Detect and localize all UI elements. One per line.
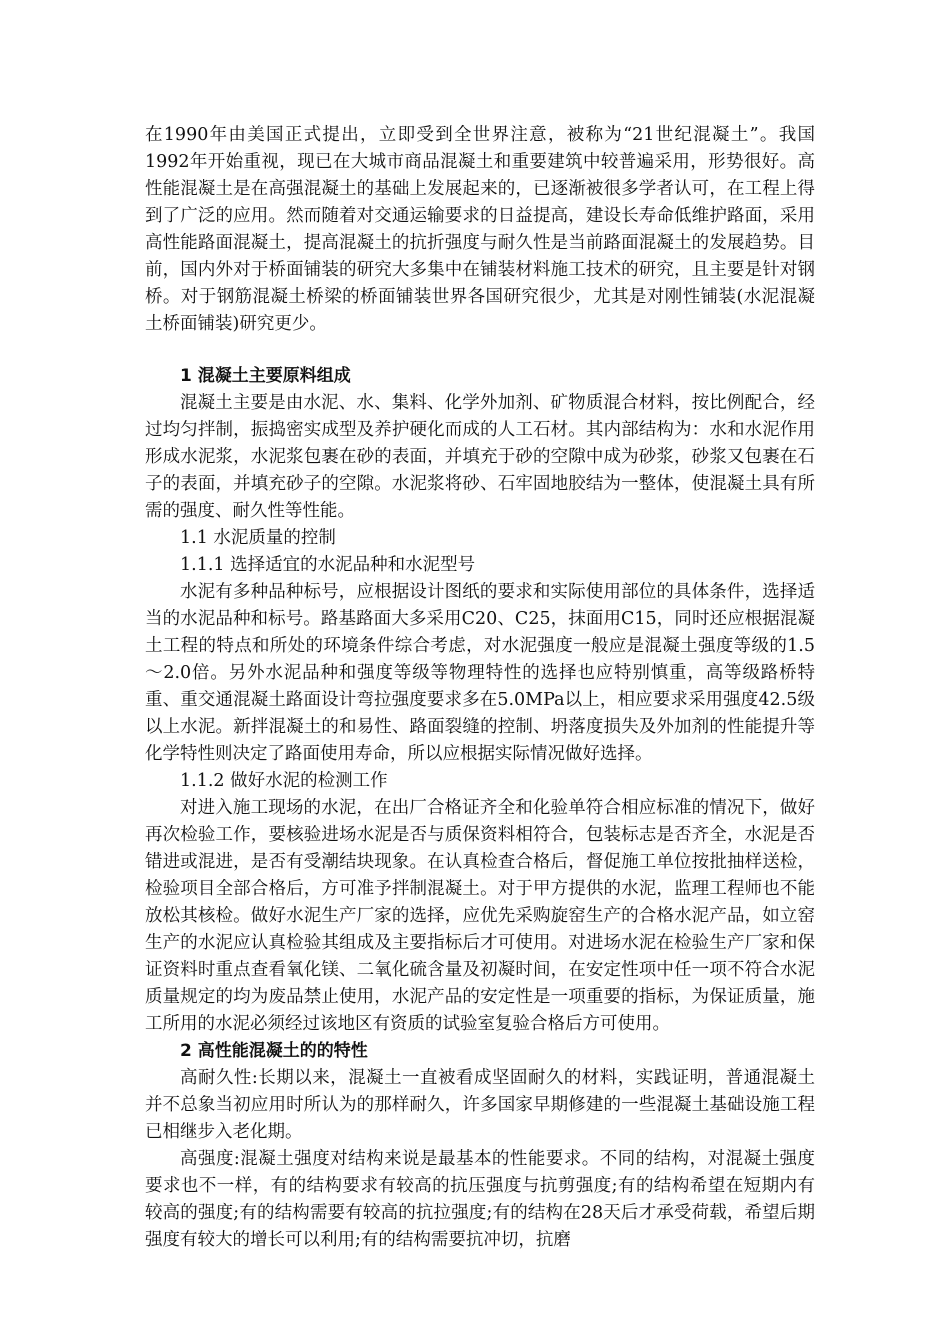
intro-paragraph: 在1990年由美国正式提出，立即受到全世界注意，被称为“21世纪混凝土”。我国1992年开始重视，现已在大城市商品混凝土和重要建筑中较普遍采用，形势很好。高性能混凝土是在高强混凝土的基础上发展起来的，已逐渐被很多学者认可，在工程上得到了广泛的应用。然而随着对交通运输要求的日益提高，建设长寿命低维护路面，采用高性能路面混凝土，提高混凝土的抗折强度与耐久性是当前路面混凝土的发展趋势。目前，国内外对于桥面铺装的研究大多集中在铺装材料施工技术的研究，且主要是针对钢桥。对于钢筋混凝土桥梁的桥面铺装世界各国研究很少，尤其是对刚性铺装(水泥混凝土桥面铺装)研究更少。 [145,125,815,334]
subsection-1-1-1-paragraph: 水泥有多种品种标号，应根据设计图纸的要求和实际使用部位的具体条件，选择适当的水泥品种和标号。路基路面大多采用C20、C25，抹面用C15，同时还应根据混凝土工程的特点和所处的环境条件综合考虑，对水泥强度一般应是混凝土强度等级的1.5～2.0倍。另外水泥品种和强度等级等物理特性的选择也应特别慎重，高等级路桥特重、重交通混凝土路面设计弯拉强度要求多在5.0MPa以上，相应要求采用强度42.5级以上水泥。新拌混凝土的和易性、路面裂缝的控制、坍落度损失及外加剂的性能提升等化学特性则决定了路面使用寿命，所以应根据实际情况做好选择。 [145,582,815,764]
document-page [145,122,815,1254]
subsection-1-1-2-paragraph: 对进入施工现场的水泥，在出厂合格证齐全和化验单符合相应标准的情况下，做好再次检验工作，要核验进场水泥是否与质保资料相符合，包装标志是否齐全，水泥是否错进或混进，是否有受潮结块现象。在认真检查合格后，督促施工单位按批抽样送检，检验项目全部合格后，方可准予拌制混凝土。对于甲方提供的水泥，监理工程师也不能放松其核检。做好水泥生产厂家的选择，应优先采购旋窑生产的合格水泥产品，如立窑生产的水泥应认真检验其组成及主要指标后才可使用。对进场水泥在检验生产厂家和保证资料时重点查看氧化镁、二氧化硫含量及初凝时间，在安定性项中任一项不符合水泥质量规定的均为废品禁止使用，水泥产品的安定性是一项重要的指标，为保证质量，施工所用的水泥必须经过该地区有资质的试验室复验合格后方可使用。 [145,798,815,1034]
section-2-paragraph-durability: 高耐久性:长期以来，混凝土一直被看成坚固耐久的材料，实践证明，普通混凝土并不总象当初应用时所认为的那样耐久，许多国家早期修建的一些混凝土基础设施工程已相继步入老化期。 [145,1068,815,1142]
section-gap [145,338,815,363]
subsection-1-1-heading: 1.1 水泥质量的控制 [180,528,336,548]
subsection-1-1-2-heading: 1.1.2 做好水泥的检测工作 [180,771,388,791]
subsection-1-1-1-heading: 1.1.1 选择适宜的水泥品种和水泥型号 [180,555,476,575]
section-2-paragraph-strength: 高强度:混凝土强度对结构来说是最基本的性能要求。不同的结构，对混凝土强度要求也不一样，有的结构要求有较高的抗压强度与抗剪强度;有的结构希望在短期内有较高的强度;有的结构需要有较高的抗拉强度;有的结构在28天后才承受荷载，希望后期强度有较大的增长可以利用;有的结构需要抗冲切，抗磨 [145,1149,815,1250]
section-1-paragraph: 混凝土主要是由水泥、水、集料、化学外加剂、矿物质混合材料，按比例配合，经过均匀拌制，振捣密实成型及养护硬化而成的人工石材。其内部结构为：水和水泥作用形成水泥浆，水泥浆包裹在砂的表面，并填充于砂的空隙中成为砂浆，砂浆又包裹在石子的表面，并填充砂子的空隙。水泥浆将砂、石牢固地胶结为一整体，使混凝土具有所需的强度、耐久性等性能。 [145,393,815,521]
section-2-heading: 2 高性能混凝土的的特性 [180,1041,368,1061]
section-1-heading: 1 混凝土主要原料组成 [180,366,351,386]
